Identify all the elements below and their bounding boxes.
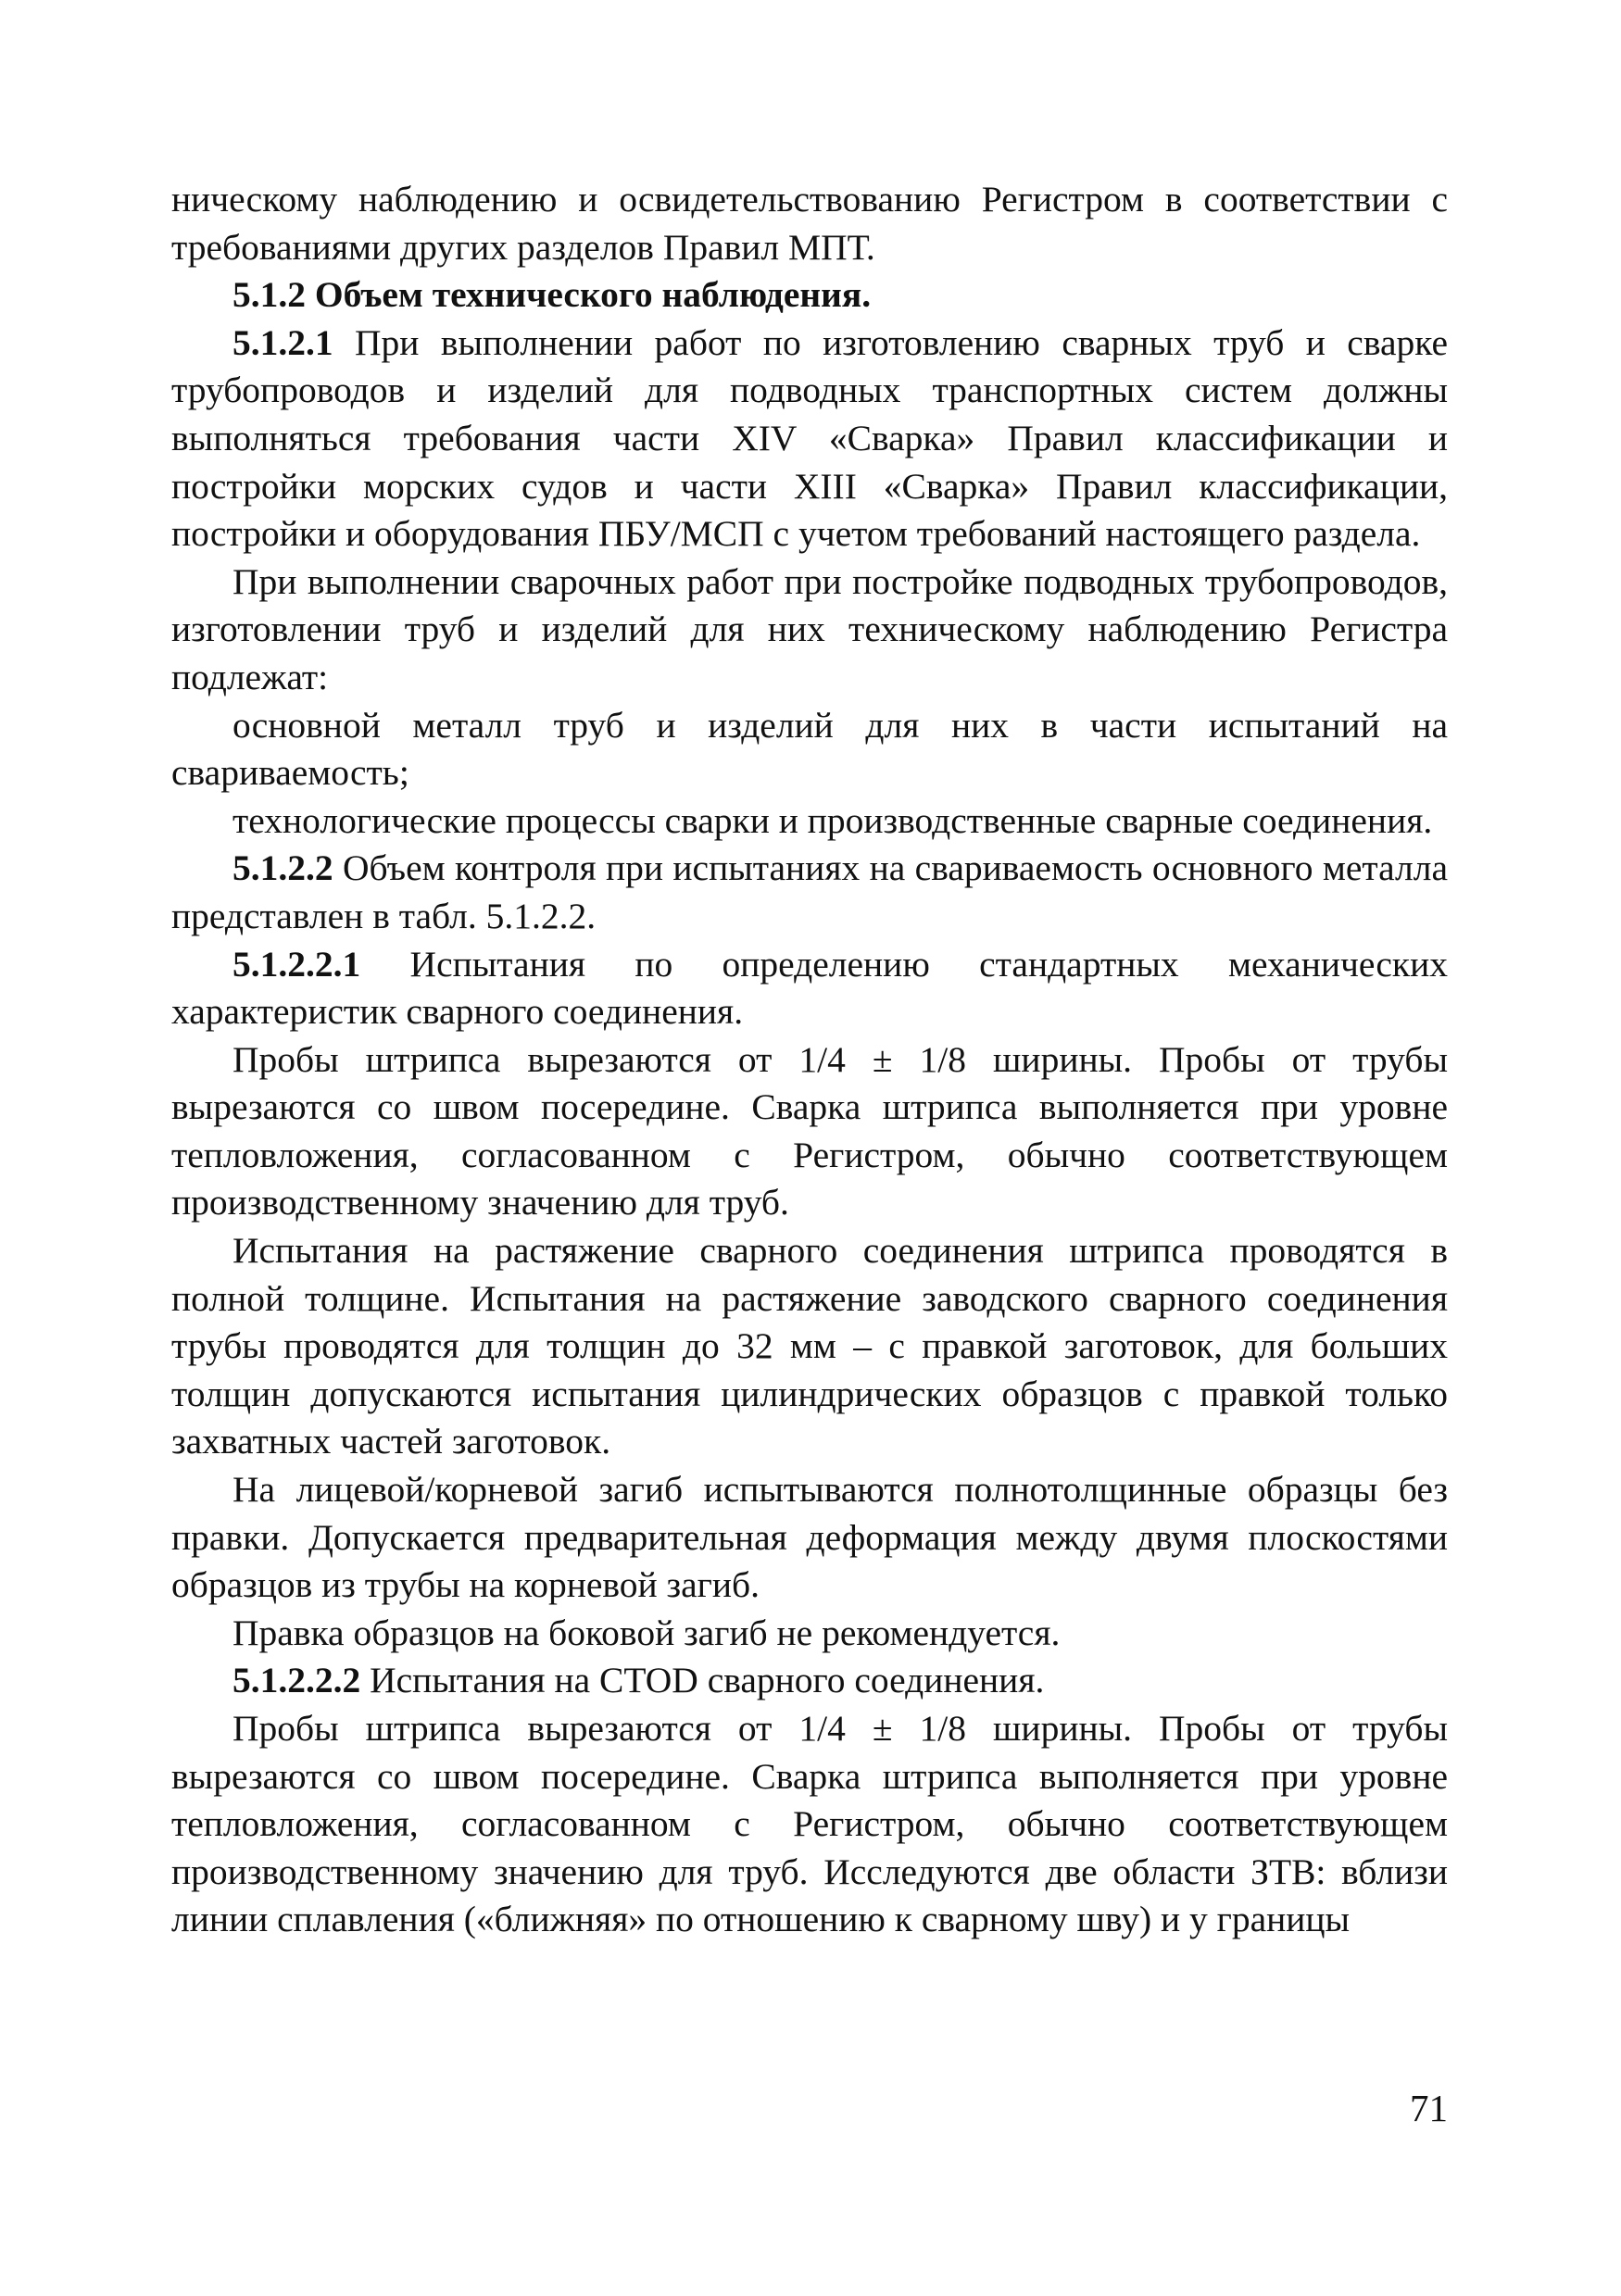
paragraph-text: При выполнении работ по изготовлению сварных труб и сварке трубопроводов и изделий для подводных транспортных систем должны выполняться требования части XIV «Сварка» Правил классификации и постройки морских судов и части XIII «Сварка» Правил классификации, постройки и оборудования ПБУ/МСП с учетом требований настоящего раздела. [171, 321, 1448, 555]
clause-number: 5.1.2.1 [232, 321, 333, 363]
paragraph-text: Пробы штрипса вырезаются от 1/4 ± 1/8 ширины. Пробы от трубы вырезаются со швом посередине. Сварка штрипса выполняется при уровне тепловложения, согласованном с Регистром, обычно соответствующем производственному значению для труб. [171, 1038, 1448, 1223]
paragraph [171, 1705, 1448, 1944]
paragraph [171, 176, 1448, 271]
paragraph-text: основной металл труб и изделий для них в части испытаний на свариваемость; [171, 704, 1448, 794]
paragraph-text: технологические процессы сварки и производственные сварные соединения. [232, 799, 1433, 841]
paragraph [171, 1657, 1448, 1705]
paragraph-text: Правка образцов на боковой загиб не рекомендуется. [232, 1612, 1061, 1653]
paragraph-text: ническому наблюдению и освидетельствованию Регистром в соответствии с требованиями других разделов Правил МПТ. [171, 179, 1448, 268]
clause-number: 5.1.2.2.2 [232, 1660, 361, 1701]
paragraph-text: При выполнении сварочных работ при постройке подводных трубопроводов, изготовлении труб и изделий для них техническому наблюдению Регистра подлежат: [171, 560, 1448, 697]
paragraph-text: Испытания на CTOD сварного соединения. [360, 1660, 1045, 1701]
paragraph-text: Испытания по определению стандартных механических характеристик сварного соединения. [171, 943, 1448, 1033]
paragraph-text: На лицевой/корневой загиб испытываются полнотолщинные образцы без правки. Допускается предварительная деформация между двумя плоскостями образцов из трубы на корневой загиб. [171, 1469, 1448, 1606]
paragraph [171, 320, 1448, 558]
paragraph [171, 1466, 1448, 1610]
paragraph [171, 941, 1448, 1036]
paragraph [171, 1610, 1448, 1658]
paragraph [171, 797, 1448, 846]
page-number: 71 [1410, 2087, 1448, 2129]
clause-number: 5.1.2.2.1 [232, 943, 361, 985]
clause-number: 5.1.2.2 [232, 847, 333, 889]
paragraph-text: Испытания на растяжение сварного соединения штрипса проводятся в полной толщине. Испытания на растяжение заводского сварного соединения трубы проводятся для толщин до 32 мм – с правкой заготовок, для больших толщин допускаются испытания цилиндрических образцов с правкой только захватных частей заготовок. [171, 1230, 1448, 1462]
paragraph-text: Пробы штрипса вырезаются от 1/4 ± 1/8 ширины. Пробы от трубы вырезаются со швом посередине. Сварка штрипса выполняется при уровне тепловложения, согласованном с Регистром, обычно соответствующем производственному значению для труб. Исследуются две области ЗТВ: вблизи линии сплавления («ближняя» по отношению к сварному шву) и у границы [171, 1708, 1448, 1940]
paragraph [171, 1036, 1448, 1227]
section-heading-text: 5.1.2 Объем технического наблюдения. [232, 274, 872, 316]
paragraph [171, 845, 1448, 940]
paragraph [171, 702, 1448, 797]
paragraph-text: Объем контроля при испытаниях на свариваемость основного металла представлен в табл. 5.1.2.2. [171, 847, 1448, 936]
paragraph [171, 558, 1448, 702]
section-heading [171, 271, 1448, 320]
paragraph [171, 1227, 1448, 1466]
body-text [171, 176, 1448, 1944]
